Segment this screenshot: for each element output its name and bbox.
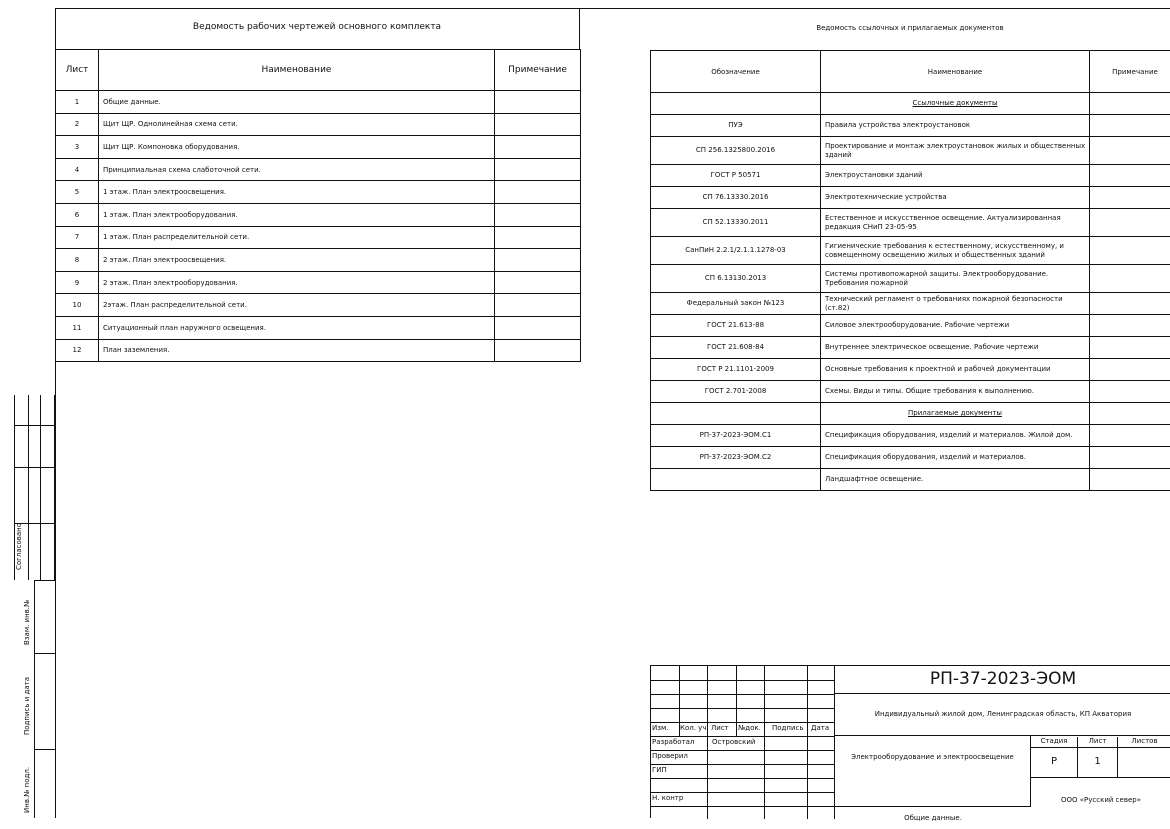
doc-code: ПУЭ — [651, 115, 821, 137]
table-row — [651, 293, 1170, 315]
col-list: Лист — [711, 724, 729, 732]
sheet-number: 5 — [56, 181, 99, 204]
table-row — [56, 136, 581, 159]
doc-code: СП 76.13330.2016 — [651, 187, 821, 209]
sheet-note — [495, 226, 581, 249]
table-row — [56, 113, 581, 136]
company-name: ООО «Русский север» — [1031, 778, 1170, 819]
table-row — [651, 237, 1170, 265]
sheet-title: Принципиальная схема слаботочной сети. — [99, 158, 495, 181]
sheet-note — [495, 158, 581, 181]
sheet-note — [495, 113, 581, 136]
inventory-block — [34, 580, 55, 818]
agreed-label: Согласовано — [15, 523, 23, 570]
col-doc: №док. — [738, 724, 761, 732]
doc-note — [1090, 337, 1170, 359]
table-row — [56, 158, 581, 181]
inv-original-label: Инв.№ подл. — [23, 767, 31, 813]
doc-code: РП-37-2023-ЭОМ.С2 — [651, 447, 821, 469]
col-header-code: Обозначение — [651, 51, 821, 93]
stage-value: Р — [1031, 756, 1077, 767]
doc-note — [1090, 209, 1170, 237]
sheets-value — [1117, 748, 1170, 777]
col-header-sheet: Лист — [56, 50, 99, 91]
sheet-number: 7 — [56, 226, 99, 249]
doc-note — [1090, 403, 1170, 425]
documents-register — [650, 8, 1170, 491]
table-row — [651, 115, 1170, 137]
sheet-value: 1 — [1077, 748, 1117, 777]
doc-name: Схемы. Виды и типы. Общие требования к выполнению. — [821, 381, 1090, 403]
doc-note — [1090, 381, 1170, 403]
doc-note — [1090, 293, 1170, 315]
sheet-number: 1 — [56, 91, 99, 114]
doc-name: Проектирование и монтаж электроустановок жилых и общественных зданий — [821, 137, 1090, 165]
sheets-label: Листов — [1117, 737, 1170, 748]
doc-code — [651, 403, 821, 425]
doc-note — [1090, 315, 1170, 337]
table-row — [651, 447, 1170, 469]
doc-name: Спецификация оборудования, изделий и материалов. — [821, 447, 1090, 469]
sheet-number: 10 — [56, 294, 99, 317]
doc-name: Спецификация оборудования, изделий и материалов. Жилой дом. — [821, 425, 1090, 447]
sheet-note — [495, 136, 581, 159]
sheet-note — [495, 271, 581, 294]
doc-code: СП 52.13330.2011 — [651, 209, 821, 237]
table-row — [56, 91, 581, 114]
doc-note — [1090, 165, 1170, 187]
table-row — [651, 137, 1170, 165]
sheet-note — [495, 91, 581, 114]
sheet-title: 2 этаж. План электроосвещения. — [99, 249, 495, 272]
table-row — [651, 165, 1170, 187]
sheet-title: 1 этаж. План электрооборудования. — [99, 203, 495, 226]
sheet-number: 9 — [56, 271, 99, 294]
stage-label: Стадия — [1031, 737, 1077, 745]
doc-note — [1090, 93, 1170, 115]
sheet-note — [495, 316, 581, 339]
sheet-title: 1 этаж. План электроосвещения. — [99, 181, 495, 204]
sheets-register-title: Ведомость рабочих чертежей основного комплекта — [55, 8, 580, 50]
table-row — [56, 271, 581, 294]
doc-note — [1090, 187, 1170, 209]
table-row — [651, 337, 1170, 359]
sheet-number: 4 — [56, 158, 99, 181]
doc-name: Прилагаемые документы — [821, 403, 1090, 425]
table-row — [651, 315, 1170, 337]
sheet-note — [495, 339, 581, 362]
doc-note — [1090, 265, 1170, 293]
doc-name: Электроустановки зданий — [821, 165, 1090, 187]
sheet-title: 2этаж. План распределительной сети. — [99, 294, 495, 317]
doc-code: ГОСТ 2.701-2008 — [651, 381, 821, 403]
table-row — [56, 181, 581, 204]
col-header-doc-note: Примечание — [1090, 51, 1170, 93]
stage-values — [1031, 748, 1170, 778]
doc-code: РП-37-2023-ЭОМ.С1 — [651, 425, 821, 447]
sheet-number: 3 — [56, 136, 99, 159]
role-label: ГИП — [652, 766, 667, 774]
section-name: Электрооборудование и электроосвещение — [835, 736, 1031, 807]
role-label: Н. контр — [652, 794, 683, 802]
table-row — [651, 469, 1170, 491]
sheet-title: Щит ЩР. Компоновка оборудования. — [99, 136, 495, 159]
doc-note — [1090, 115, 1170, 137]
doc-note — [1090, 237, 1170, 265]
doc-name: Технический регламент о требованиях пожарной безопасности (ст.82) — [821, 293, 1090, 315]
sheet-number: 12 — [56, 339, 99, 362]
doc-name: Гигиенические требования к естественному, искусственному, и совмещенному освещению жилых и общественных зданий — [821, 237, 1090, 265]
sheet-title: 1 этаж. План распределительной сети. — [99, 226, 495, 249]
sheets-register — [55, 8, 580, 362]
document-code: РП-37-2023-ЭОМ — [835, 666, 1170, 694]
doc-name: Ландшафтное освещение. — [821, 469, 1090, 491]
sheet-number: 11 — [56, 316, 99, 339]
table-row — [56, 316, 581, 339]
col-header-doc-name: Наименование — [821, 51, 1090, 93]
doc-name: Правила устройства электроустановок — [821, 115, 1090, 137]
sheet-title: Общие данные. — [99, 91, 495, 114]
sheet-title: 2 этаж. План электрооборудования. — [99, 271, 495, 294]
sheets-table — [55, 49, 581, 362]
col-kol: Кол. уч — [680, 724, 706, 732]
doc-name: Ссылочные документы — [821, 93, 1090, 115]
role-person: Островский — [712, 738, 755, 746]
stage-header — [1031, 736, 1170, 748]
col-izm: Изм. — [652, 724, 668, 732]
role-label: Разработал — [652, 738, 694, 746]
col-sign: Подпись — [772, 724, 804, 732]
sheet-label: Лист — [1077, 737, 1117, 748]
doc-name: Силовое электрооборудование. Рабочие чертежи — [821, 315, 1090, 337]
sheet-note — [495, 203, 581, 226]
table-row — [651, 359, 1170, 381]
doc-note — [1090, 137, 1170, 165]
table-row — [56, 203, 581, 226]
doc-code: ГОСТ Р 21.1101-2009 — [651, 359, 821, 381]
sheet-number: 8 — [56, 249, 99, 272]
sheet-title: План заземления. — [99, 339, 495, 362]
documents-register-title: Ведомость ссылочных и прилагаемых документов — [650, 8, 1170, 50]
doc-name: Внутреннее электрическое освещение. Рабочие чертежи — [821, 337, 1090, 359]
doc-name: Электротехнические устройства — [821, 187, 1090, 209]
doc-note — [1090, 359, 1170, 381]
title-block — [650, 665, 1170, 818]
doc-name: Естественное и искусственное освещение. Актуализированная редакция СНиП 23-05-95 — [821, 209, 1090, 237]
doc-code: ГОСТ 21.608-84 — [651, 337, 821, 359]
doc-code: СП 6.13130.2013 — [651, 265, 821, 293]
sheet-title: Ситуационный план наружного освещения. — [99, 316, 495, 339]
table-row — [651, 265, 1170, 293]
object-name: Индивидуальный жилой дом, Ленинградская область, КП Акватория — [835, 694, 1170, 736]
title-block-col-headers — [651, 722, 835, 734]
replaced-inv-label: Взам. инв.№ — [23, 600, 31, 645]
table-row — [56, 339, 581, 362]
doc-note — [1090, 469, 1170, 491]
doc-code: СП 256.1325800.2016 — [651, 137, 821, 165]
sheet-number: 2 — [56, 113, 99, 136]
doc-code — [651, 469, 821, 491]
sign-date-label: Подпись и дата — [23, 677, 31, 735]
doc-note — [1090, 425, 1170, 447]
table-row — [56, 226, 581, 249]
side-stamp — [14, 395, 55, 818]
documents-table — [650, 50, 1170, 491]
col-date: Дата — [811, 724, 829, 732]
table-row — [651, 425, 1170, 447]
role-label: Проверил — [652, 752, 688, 760]
doc-code: СанПиН 2.2.1/2.1.1.1278-03 — [651, 237, 821, 265]
doc-name: Основные требования к проектной и рабочей документации — [821, 359, 1090, 381]
doc-code: ГОСТ 21.613-88 — [651, 315, 821, 337]
section-row — [651, 403, 1170, 425]
table-row — [651, 209, 1170, 237]
table-row — [56, 294, 581, 317]
section-row — [651, 93, 1170, 115]
sheet-note — [495, 249, 581, 272]
doc-code — [651, 93, 821, 115]
sheet-note — [495, 294, 581, 317]
doc-name: Системы противопожарной защиты. Электрооборудование. Требования пожарной — [821, 265, 1090, 293]
doc-code: ГОСТ Р 50571 — [651, 165, 821, 187]
col-header-name: Наименование — [99, 50, 495, 91]
sheet-name: Общие данные. — [835, 807, 1031, 825]
col-header-note: Примечание — [495, 50, 581, 91]
sheet-number: 6 — [56, 203, 99, 226]
table-row — [56, 249, 581, 272]
sheet-title: Щит ЩР. Однолинейная схема сети. — [99, 113, 495, 136]
sheet-note — [495, 181, 581, 204]
table-row — [651, 187, 1170, 209]
doc-code: Федеральный закон №123 — [651, 293, 821, 315]
doc-note — [1090, 447, 1170, 469]
table-row — [651, 381, 1170, 403]
